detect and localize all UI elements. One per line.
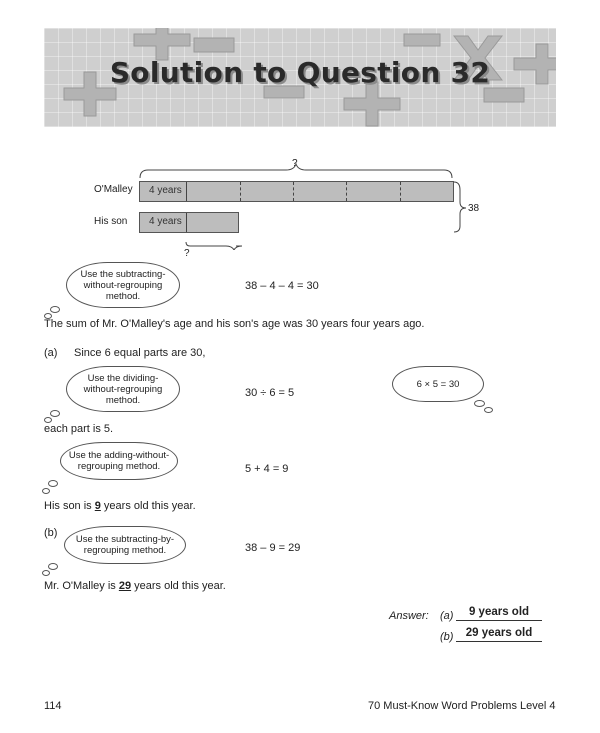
result-text: years old this year. [131,580,226,592]
segment-divider [400,182,401,201]
thought-bubble [50,410,60,417]
segment-divider [346,182,347,201]
thought-bubble [42,570,50,576]
answer-a-label: (a) [440,610,454,622]
hint-text: Use the dividing-without-regrouping method. [83,372,163,406]
hint-cloud [66,262,180,308]
answer-label: Answer: [389,610,429,622]
son-segment-label: 4 years [149,216,182,227]
part-a-intro: Since 6 equal parts are 30, [74,347,206,359]
thought-bubble [50,306,60,313]
hint-cloud [64,526,186,564]
check-text: 6 × 5 = 30 [416,378,460,390]
result-text: His son is [44,500,95,512]
omalley-label: O'Malley [94,184,133,195]
hint-cloud [66,366,180,412]
answer-a-value: 9 years old [456,606,542,621]
equation: 5 + 4 = 9 [245,463,289,475]
thought-bubble [42,488,50,494]
sum-label: 38 [468,203,480,214]
segment-divider [186,213,187,232]
hint-text: Use the subtracting-without-regrouping method. [80,268,166,302]
omalley-bar [139,181,454,202]
bar-model-braces [136,160,466,250]
answer-b-value: 29 years old [456,627,542,642]
equation: 30 ÷ 6 = 5 [245,387,295,399]
result-text: Mr. O'Malley is [44,580,119,592]
son-age-value: 9 [94,500,101,512]
equation: 38 – 9 = 29 [245,542,301,554]
book-title: 70 Must-Know Word Problems Level 4 [368,700,556,712]
page-number: 114 [44,700,62,712]
title-banner [44,28,556,127]
thought-bubble [484,407,493,413]
thought-bubble [48,563,58,570]
check-cloud [392,366,484,402]
segment-divider [240,182,241,201]
son-label: His son [94,216,128,227]
omalley-age-result [44,580,226,592]
hint-text: Use the subtracting-by-regrouping method. [75,534,175,556]
thought-bubble [474,400,485,407]
equation: 38 – 4 – 4 = 30 [245,280,319,292]
thought-bubble [48,480,58,487]
part-b-label: (b) [44,527,58,539]
total-question-mark: ? [292,158,298,169]
son-bar [139,212,239,233]
each-part-text: each part is 5. [44,423,114,435]
omalley-age-value: 29 [118,580,132,592]
hint-cloud [60,442,178,480]
difference-question-mark: ? [184,248,190,259]
hint-text: Use the adding-without-regrouping method. [68,450,170,472]
segment-divider [186,182,187,201]
son-age-result [44,500,196,512]
answer-b-label: (b) [440,631,454,643]
omalley-segment-label: 4 years [149,185,182,196]
segment-divider [293,182,294,201]
page-title: Solution to Question 32 [109,56,491,89]
part-a-label: (a) [44,347,58,359]
result-text: years old this year. [100,500,196,512]
statement-text: The sum of Mr. O'Malley's age and his son's age was 30 years four years ago. [44,318,425,330]
